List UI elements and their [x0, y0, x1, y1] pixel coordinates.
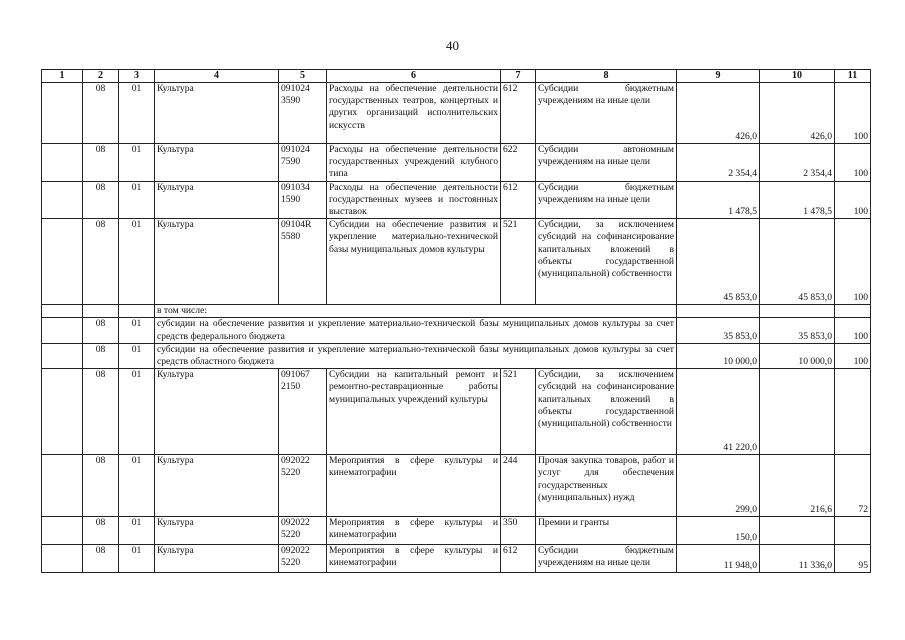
cell-name: Культура	[155, 517, 279, 545]
column-header: 4	[155, 70, 279, 83]
column-header: 11	[835, 70, 871, 83]
cell-subsection: 01	[119, 517, 155, 545]
cell-actual: 35 853,0	[760, 318, 835, 343]
column-header: 7	[501, 70, 536, 83]
cell-planned: 10 000,0	[677, 343, 760, 368]
cell-subsection: 01	[119, 343, 155, 368]
column-header: 8	[536, 70, 677, 83]
cell-expense-code: 612	[501, 181, 536, 219]
cell-actual	[760, 369, 835, 455]
column-header: 9	[677, 70, 760, 83]
cell-percent	[835, 369, 871, 455]
cell-description: Субсидии на капитальный ремонт и ремонтно-реставрационные работы муниципальных учреждений культуры	[327, 369, 501, 455]
column-header: 1	[42, 70, 83, 83]
cell-planned: 2 354,4	[677, 144, 760, 182]
cell-planned: 41 220,0	[677, 369, 760, 455]
cell-expense-code: 622	[501, 144, 536, 182]
cell-actual: 45 853,0	[760, 219, 835, 305]
cell-percent: 100	[835, 83, 871, 144]
cell-expense-type: Премии и гранты	[536, 517, 677, 545]
column-header: 10	[760, 70, 835, 83]
column-header: 2	[83, 70, 119, 83]
cell-expense-code: 612	[501, 545, 536, 573]
table-row	[42, 318, 871, 343]
cell-subsection: 01	[119, 181, 155, 219]
cell-subsection: 01	[119, 83, 155, 144]
cell-planned: 35 853,0	[677, 318, 760, 343]
cell-name: Культура	[155, 545, 279, 573]
cell-name: Культура	[155, 219, 279, 305]
cell-subsection: 01	[119, 369, 155, 455]
cell-percent: 100	[835, 343, 871, 368]
cell-empty	[677, 305, 760, 318]
cell-section: 08	[83, 545, 119, 573]
cell-name: Культура	[155, 181, 279, 219]
cell-expense-code: 612	[501, 83, 536, 144]
cell-planned: 1 478,5	[677, 181, 760, 219]
cell-percent: 72	[835, 455, 871, 517]
table-row	[42, 343, 871, 368]
cell-description: Мероприятия в сфере культуры и кинематографии	[327, 517, 501, 545]
cell-target-code: 092022 5220	[279, 545, 327, 573]
cell-section: 08	[83, 455, 119, 517]
cell-expense-code: 350	[501, 517, 536, 545]
page-number: 40	[446, 38, 459, 53]
header-row	[42, 70, 871, 83]
cell-name: Культура	[155, 83, 279, 144]
table-row	[42, 181, 871, 219]
table-row	[42, 305, 871, 318]
cell-expense-type: Субсидии бюджетным учреждениям на иные цели	[536, 181, 677, 219]
cell-target-code: 091024 3590	[279, 83, 327, 144]
cell-percent: 100	[835, 318, 871, 343]
column-header: 3	[119, 70, 155, 83]
cell-c1	[42, 181, 83, 219]
cell-expense-code: 244	[501, 455, 536, 517]
table-row	[42, 144, 871, 182]
cell-description: Мероприятия в сфере культуры и кинематографии	[327, 455, 501, 517]
cell-section: 08	[83, 318, 119, 343]
cell-percent: 100	[835, 144, 871, 182]
cell-c1	[42, 517, 83, 545]
table-row	[42, 369, 871, 455]
cell-section: 08	[83, 219, 119, 305]
cell-target-code: 091034 1590	[279, 181, 327, 219]
cell-description: Мероприятия в сфере культуры и кинематографии	[327, 545, 501, 573]
cell-subsidy-description: субсидии на обеспечение развития и укрепление материально-технической базы муниципальных домов культуры за счет средств областного бюджета	[155, 343, 677, 368]
cell-section: 08	[83, 517, 119, 545]
cell-empty	[119, 305, 155, 318]
cell-name: Культура	[155, 144, 279, 182]
cell-expense-type: Субсидии бюджетным учреждениям на иные цели	[536, 545, 677, 573]
cell-expense-type: Субсидии, за исключением субсидий на софинансирование капитальных вложений в объекты государственной (муниципальной) собственности	[536, 369, 677, 455]
cell-actual: 11 336,0	[760, 545, 835, 573]
cell-expense-type: Субсидии автономным учреждениям на иные цели	[536, 144, 677, 182]
budget-table	[41, 69, 871, 573]
cell-expense-type: Субсидии, за исключением субсидий на софинансирование капитальных вложений в объекты государственной (муниципальной) собственности	[536, 219, 677, 305]
cell-c1	[42, 455, 83, 517]
cell-name: Культура	[155, 369, 279, 455]
cell-percent: 95	[835, 545, 871, 573]
cell-subsection: 01	[119, 144, 155, 182]
cell-planned: 299,0	[677, 455, 760, 517]
cell-c1	[42, 83, 83, 144]
cell-empty	[83, 305, 119, 318]
table-row	[42, 219, 871, 305]
table-row	[42, 83, 871, 144]
cell-section: 08	[83, 369, 119, 455]
cell-empty	[835, 305, 871, 318]
cell-empty	[42, 305, 83, 318]
cell-description: Расходы на обеспечение деятельности государственных театров, концертных и других организаций исполнительских искусств	[327, 83, 501, 144]
column-header: 5	[279, 70, 327, 83]
cell-expense-code: 521	[501, 219, 536, 305]
cell-actual: 10 000,0	[760, 343, 835, 368]
cell-subsection: 01	[119, 545, 155, 573]
cell-percent: 100	[835, 181, 871, 219]
table-row	[42, 517, 871, 545]
cell-expense-type: Субсидии бюджетным учреждениям на иные цели	[536, 83, 677, 144]
cell-description: Расходы на обеспечение деятельности государственных музеев и постоянных выставок	[327, 181, 501, 219]
cell-target-code: 09104R 5580	[279, 219, 327, 305]
cell-expense-code: 521	[501, 369, 536, 455]
column-header: 6	[327, 70, 501, 83]
cell-subsection: 01	[119, 318, 155, 343]
cell-c1	[42, 219, 83, 305]
cell-section: 08	[83, 343, 119, 368]
cell-empty	[42, 343, 83, 368]
cell-subsection: 01	[119, 455, 155, 517]
cell-c1	[42, 369, 83, 455]
cell-actual: 2 354,4	[760, 144, 835, 182]
cell-planned: 11 948,0	[677, 545, 760, 573]
cell-actual: 1 478,5	[760, 181, 835, 219]
cell-subsidy-description: субсидии на обеспечение развития и укрепление материально-технической базы муниципальных домов культуры за счет средств федерального бюджета	[155, 318, 677, 343]
cell-planned: 426,0	[677, 83, 760, 144]
cell-target-code: 091024 7590	[279, 144, 327, 182]
cell-description: Расходы на обеспечение деятельности государственных учреждений клубного типа	[327, 144, 501, 182]
cell-name: Культура	[155, 455, 279, 517]
table-row	[42, 545, 871, 573]
cell-empty	[42, 318, 83, 343]
cell-actual: 426,0	[760, 83, 835, 144]
cell-target-code: 092022 5220	[279, 517, 327, 545]
cell-section: 08	[83, 83, 119, 144]
table-row	[42, 455, 871, 517]
cell-target-code: 092022 5220	[279, 455, 327, 517]
cell-c1	[42, 144, 83, 182]
cell-section: 08	[83, 181, 119, 219]
cell-expense-type: Прочая закупка товаров, работ и услуг для обеспечения государственных (муниципальных) нужд	[536, 455, 677, 517]
cell-actual: 216,6	[760, 455, 835, 517]
cell-planned: 150,0	[677, 517, 760, 545]
subtotal-label: в том числе:	[155, 305, 677, 318]
cell-subsection: 01	[119, 219, 155, 305]
cell-description: Субсидии на обеспечение развития и укрепление материально-технической базы муниципальных домов культуры	[327, 219, 501, 305]
cell-actual	[760, 517, 835, 545]
cell-target-code: 091067 2150	[279, 369, 327, 455]
cell-empty	[760, 305, 835, 318]
cell-planned: 45 853,0	[677, 219, 760, 305]
cell-percent: 100	[835, 219, 871, 305]
cell-section: 08	[83, 144, 119, 182]
cell-c1	[42, 545, 83, 573]
cell-percent	[835, 517, 871, 545]
